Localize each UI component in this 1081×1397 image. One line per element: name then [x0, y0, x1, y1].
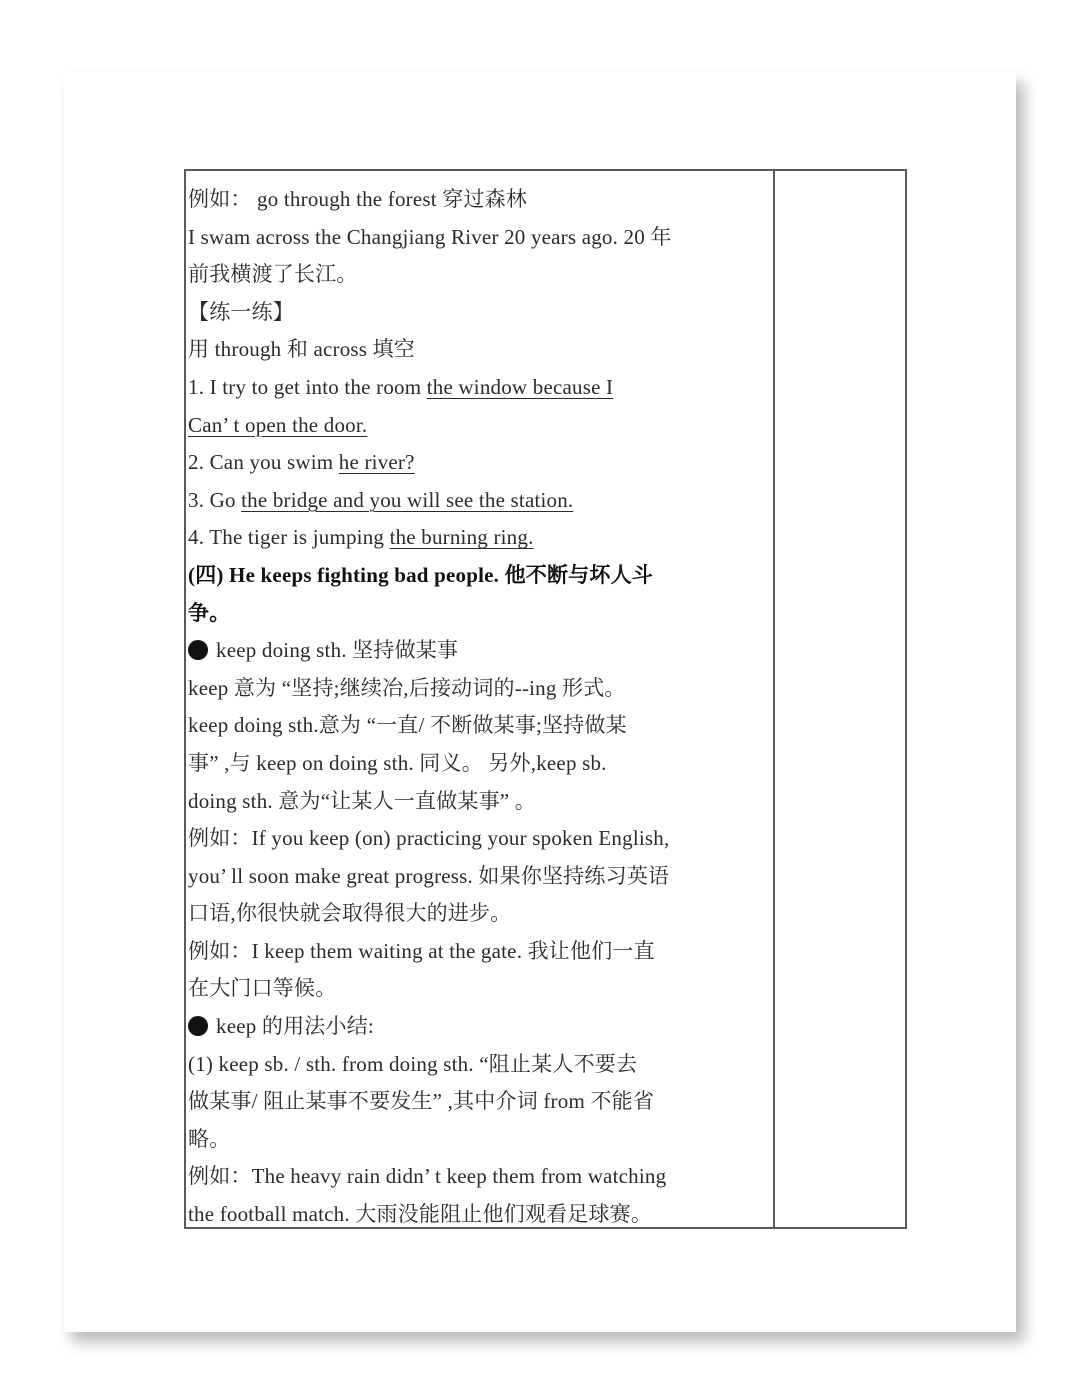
text-line: you’ ll soon make great progress. 如果你坚持练习英语: [188, 863, 670, 888]
exercise-answer: the burning ring.: [389, 525, 534, 550]
exercise-1: [188, 369, 772, 407]
bullet-text: keep doing sth. 坚持做某事: [216, 638, 459, 663]
instruction-line: 用 through 和 across 填空: [188, 337, 416, 362]
text-line: (1) keep sb. / sth. from doing sth. “阻止某人不要去: [188, 1051, 638, 1076]
exercise-2: [188, 444, 772, 482]
bullet-icon: [188, 640, 208, 660]
exercise-prefix: 4. The tiger is jumping: [188, 525, 390, 550]
section-heading: (四) He keeps fighting bad people. 他不断与坏人斗: [188, 562, 653, 587]
bullet-icon: [188, 1016, 208, 1036]
exercise-answer: Can’ t open the door.: [188, 412, 368, 437]
text-line: the football match. 大雨没能阻止他们观看足球赛。: [188, 1202, 653, 1227]
exercise-4: [188, 519, 772, 557]
bullet-item: [188, 632, 772, 670]
text-line: I swam across the Changjiang River 20 years ago. 20 年: [188, 224, 672, 249]
text-line: 前我横渡了长江。: [188, 262, 358, 287]
text-line: 略。: [188, 1126, 231, 1151]
practice-heading: 【练一练】: [188, 299, 294, 324]
exercise-prefix: 3. Go: [188, 487, 242, 512]
exercise-answer: the bridge and you will see the station.: [241, 487, 574, 512]
bullet-item: [188, 1008, 772, 1046]
lesson-content-cell: [188, 181, 772, 1234]
text-line: 口语,你很快就会取得很大的进步。: [188, 901, 512, 926]
exercise-3: [188, 482, 772, 520]
example-line: 例如：I keep them waiting at the gate. 我让他们一直: [188, 938, 655, 963]
text-line: 事” ,与 keep on doing sth. 同义。 另外,keep sb.: [188, 750, 607, 775]
text-line: 做某事/ 阻止某事不要发生” ,其中介词 from 不能省: [188, 1089, 655, 1114]
exercise-prefix: 2. Can you swim: [188, 450, 339, 475]
text-line: 在大门口等候。: [188, 976, 337, 1001]
text-line: 例如： go through the forest 穿过森林: [188, 187, 528, 211]
exercise-1-cont: [188, 407, 772, 445]
exercise-answer: the window because I: [426, 374, 614, 399]
text-line: doing sth. 意为“让某人一直做某事” 。: [188, 788, 536, 813]
notes-column: [775, 171, 905, 1227]
example-line: 例如：The heavy rain didn’ t keep them from watching: [188, 1164, 667, 1189]
lesson-table: [184, 169, 907, 1229]
exercise-answer: he river?: [338, 450, 415, 475]
exercise-prefix: 1. I try to get into the room: [188, 374, 427, 399]
bullet-text: keep 的用法小结:: [216, 1014, 374, 1039]
text-line: keep doing sth.意为 “一直/ 不断做某事;坚持做某: [188, 713, 627, 738]
section-heading-cont: 争。: [188, 600, 231, 625]
example-line: 例如：If you keep (on) practicing your spoken English,: [188, 826, 670, 851]
text-line: keep 意为 “坚持;继续冶,后接动词的--ing 形式。: [188, 675, 626, 700]
